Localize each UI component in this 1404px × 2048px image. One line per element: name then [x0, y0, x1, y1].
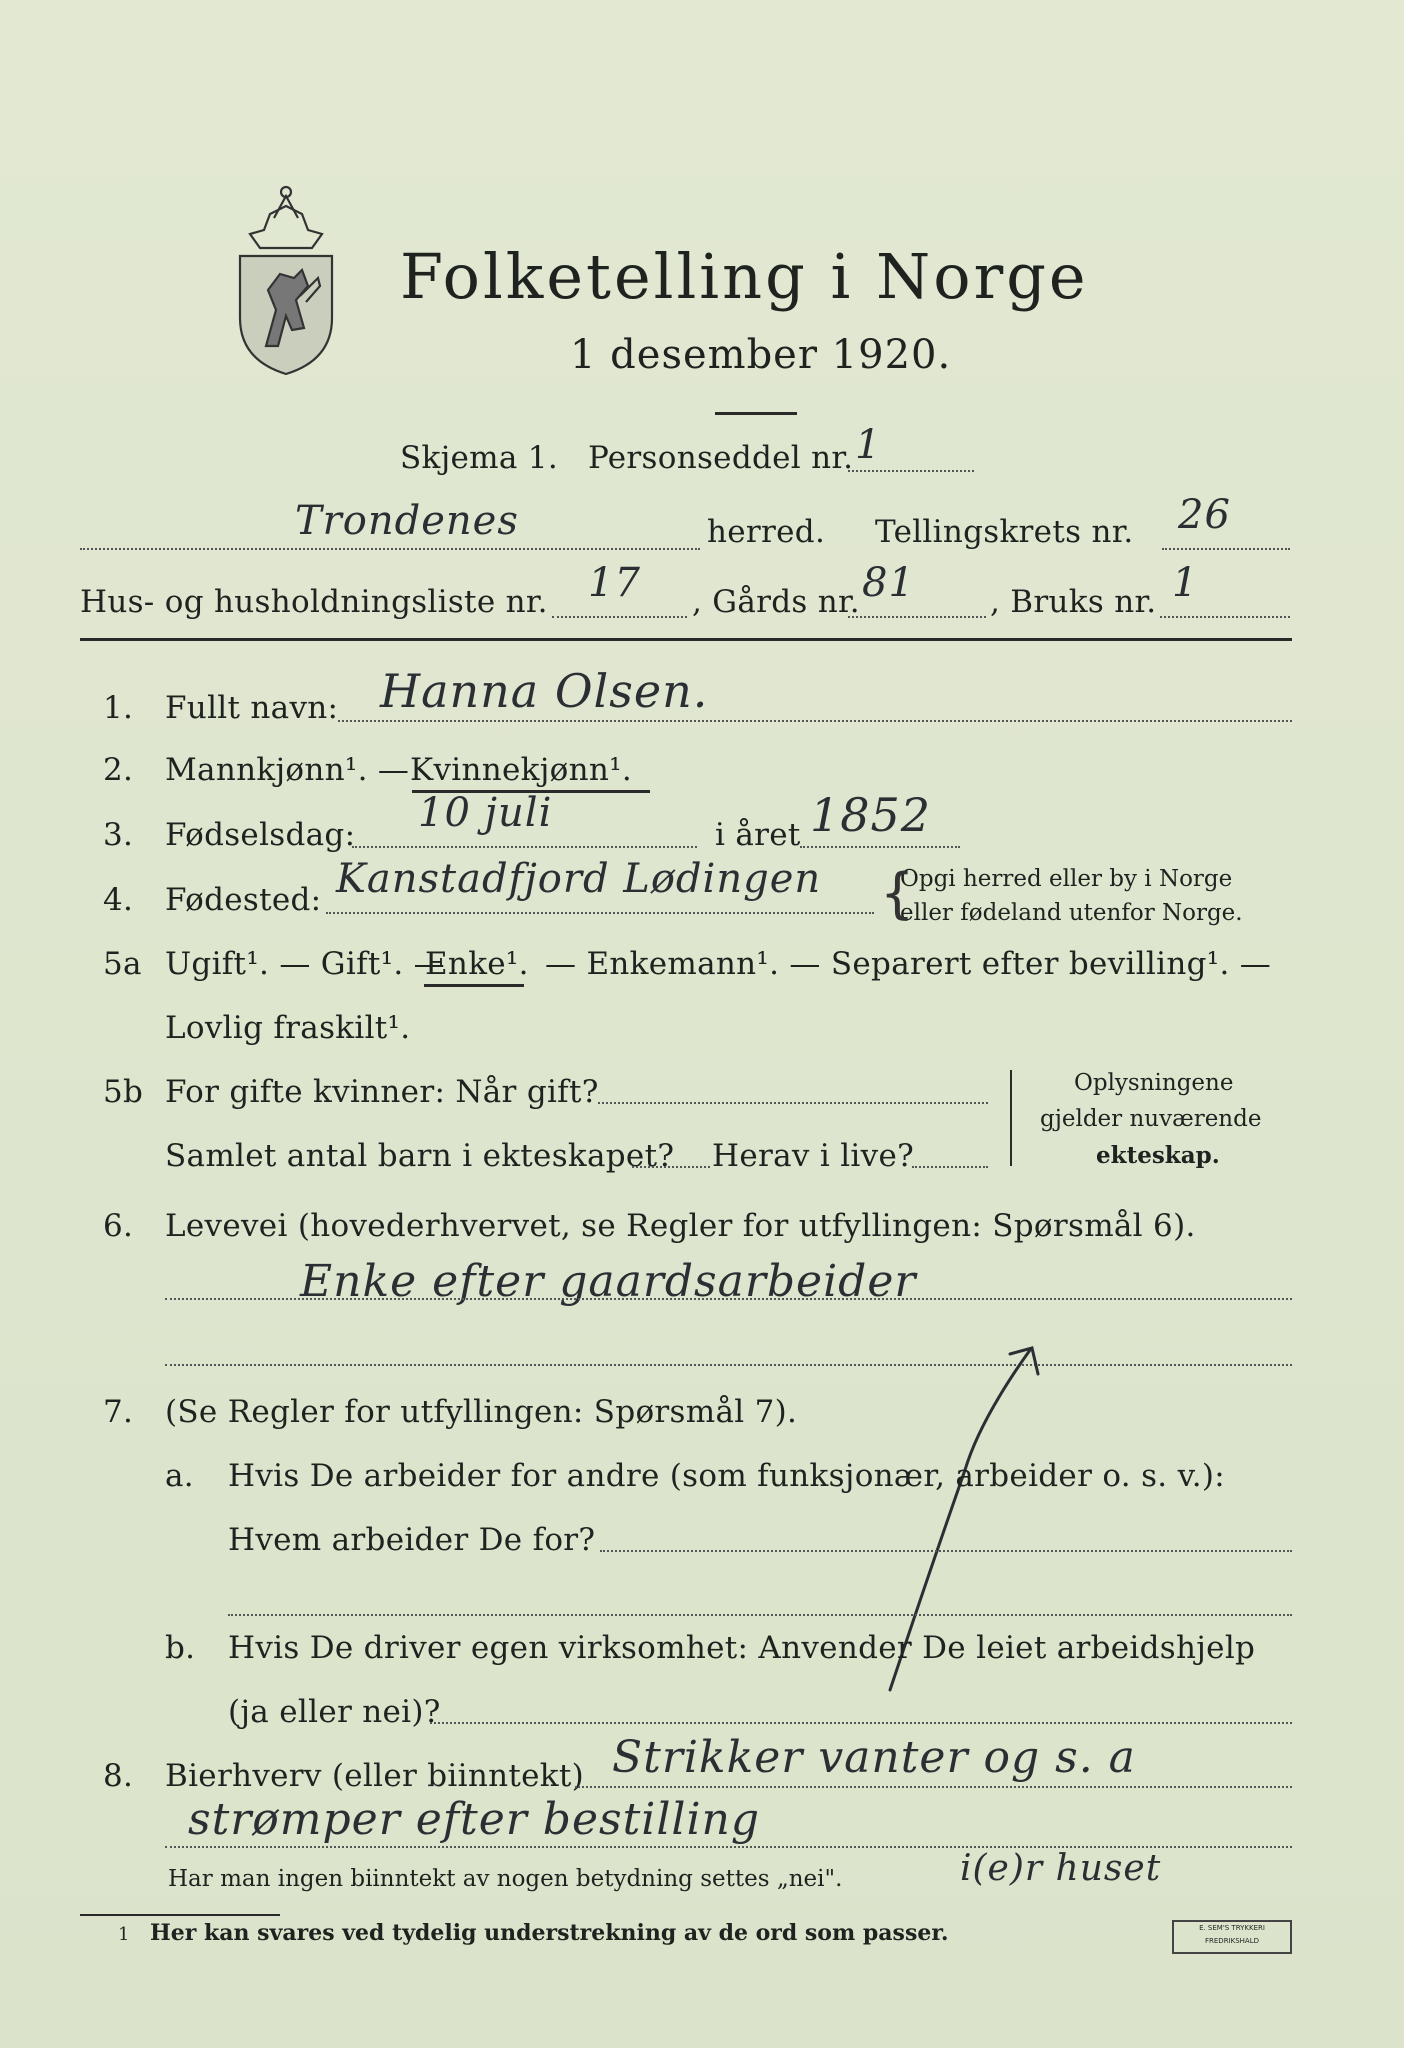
- herred-label: herred.: [707, 514, 826, 550]
- hus-label: Hus- og husholdningsliste nr.: [80, 584, 548, 620]
- gards-label: , Gårds nr.: [692, 584, 860, 620]
- q1-label: Fullt navn:: [165, 690, 339, 726]
- q5b-number: 5b: [103, 1074, 144, 1110]
- q5a-number: 5a: [103, 946, 142, 982]
- q4-number: 4.: [103, 882, 134, 918]
- header-rule: [80, 638, 1292, 641]
- herred-value[interactable]: Trondenes: [295, 498, 519, 544]
- q1-number: 1.: [103, 690, 134, 726]
- q5a-text-3: Lovlig fraskilt¹.: [165, 1010, 411, 1046]
- q2-number: 2.: [103, 752, 134, 788]
- gards-value[interactable]: 81: [862, 560, 915, 606]
- q7-text: (Se Regler for utfyllingen: Spørsmål 7).: [165, 1394, 798, 1430]
- birthplace-value[interactable]: Kanstadfjord Lødingen: [336, 856, 822, 902]
- full-name-value[interactable]: Hanna Olsen.: [380, 664, 709, 718]
- q7a-text-1: Hvis De arbeider for andre (som funksjonær, arbeider o. s. v.):: [228, 1458, 1226, 1494]
- title-divider: [715, 412, 797, 415]
- page-title: Folketelling i Norge: [400, 240, 1089, 313]
- q7b-text-1: Hvis De driver egen virksomhet: Anvender De leiet arbeidshjelp: [228, 1630, 1256, 1666]
- hus-value[interactable]: 17: [588, 560, 641, 606]
- side-income-value-2[interactable]: strømper efter bestilling: [188, 1794, 761, 1845]
- personseddel-label: Personseddel nr.: [588, 440, 854, 476]
- q8-number: 8.: [103, 1758, 134, 1794]
- norwegian-coat-of-arms-icon: [230, 178, 342, 378]
- side-income-value-1[interactable]: Strikker vanter og s. a: [612, 1732, 1136, 1783]
- q7b-text-2: (ja eller nei)?: [228, 1694, 441, 1730]
- footnote-text: Her kan svares ved tydelig understrekning av de ord som passer.: [150, 1920, 949, 1946]
- q7b-letter: b.: [165, 1630, 196, 1666]
- printer-stamp: E. SEM'S TRYKKERI FREDRIKSHALD: [1172, 1920, 1292, 1954]
- tellingskrets-label: Tellingskrets nr.: [875, 514, 1134, 550]
- census-date: 1 desember 1920.: [570, 332, 952, 378]
- footnote-rule: [80, 1914, 280, 1916]
- q3-label: Fødselsdag:: [165, 817, 356, 853]
- side-income-value-3[interactable]: i(e)r huset: [960, 1848, 1162, 1889]
- personseddel-value[interactable]: 1: [855, 422, 882, 468]
- q7a-text-2: Hvem arbeider De for?: [228, 1522, 596, 1558]
- q5b-text-1: For gifte kvinner: Når gift?: [165, 1074, 599, 1110]
- q8-text: Bierhverv (eller biinntekt): [165, 1758, 585, 1794]
- q4-note-2: eller fødeland utenfor Norge.: [900, 900, 1243, 926]
- q5b-note-1: Oplysningene: [1074, 1070, 1234, 1096]
- tellingskrets-value[interactable]: 26: [1178, 492, 1231, 538]
- q5b-note-3: ekteskap.: [1096, 1142, 1220, 1169]
- birth-year-value[interactable]: 1852: [810, 788, 932, 842]
- q5b-text-2: Samlet antal barn i ekteskapet?: [165, 1138, 675, 1174]
- q4-note-1: Opgi herred eller by i Norge: [900, 866, 1233, 892]
- q2-kvinne-option[interactable]: Kvinnekjønn¹.: [410, 752, 633, 788]
- q5b-text-3: Herav i live?: [712, 1138, 915, 1174]
- skjema-label: Skjema 1.: [400, 440, 558, 476]
- birthday-value[interactable]: 10 juli: [418, 790, 553, 836]
- q5b-note-2: gjelder nuværende: [1040, 1106, 1262, 1132]
- q4-note-brace: {: [880, 862, 915, 925]
- q3-year-label: i året: [715, 817, 801, 853]
- enke-underline: [424, 984, 524, 987]
- q7-number: 7.: [103, 1394, 134, 1430]
- q5a-text-2: — Enkemann¹. — Separert efter bevilling¹. —: [545, 946, 1272, 982]
- q6-text: Levevei (hovederhvervet, se Regler for utfyllingen: Spørsmål 6).: [165, 1208, 1196, 1244]
- footnote-mark: 1: [118, 1924, 130, 1945]
- q3-number: 3.: [103, 817, 134, 853]
- q7a-letter: a.: [165, 1458, 194, 1494]
- q5a-text-1: Ugift¹. — Gift¹. —: [165, 946, 445, 982]
- bruks-label: , Bruks nr.: [990, 584, 1157, 620]
- q4-label: Fødested:: [165, 882, 322, 918]
- q6-number: 6.: [103, 1208, 134, 1244]
- q8-note: Har man ingen biinntekt av nogen betydning settes „nei".: [168, 1866, 843, 1892]
- q2-mann-option[interactable]: Mannkjønn¹. —: [165, 752, 410, 788]
- q5b-note-bracket: [1010, 1070, 1012, 1166]
- bruks-value[interactable]: 1: [1172, 560, 1199, 606]
- q5a-enke-option[interactable]: Enke¹.: [425, 946, 529, 982]
- occupation-value[interactable]: Enke efter gaardsarbeider: [300, 1256, 917, 1307]
